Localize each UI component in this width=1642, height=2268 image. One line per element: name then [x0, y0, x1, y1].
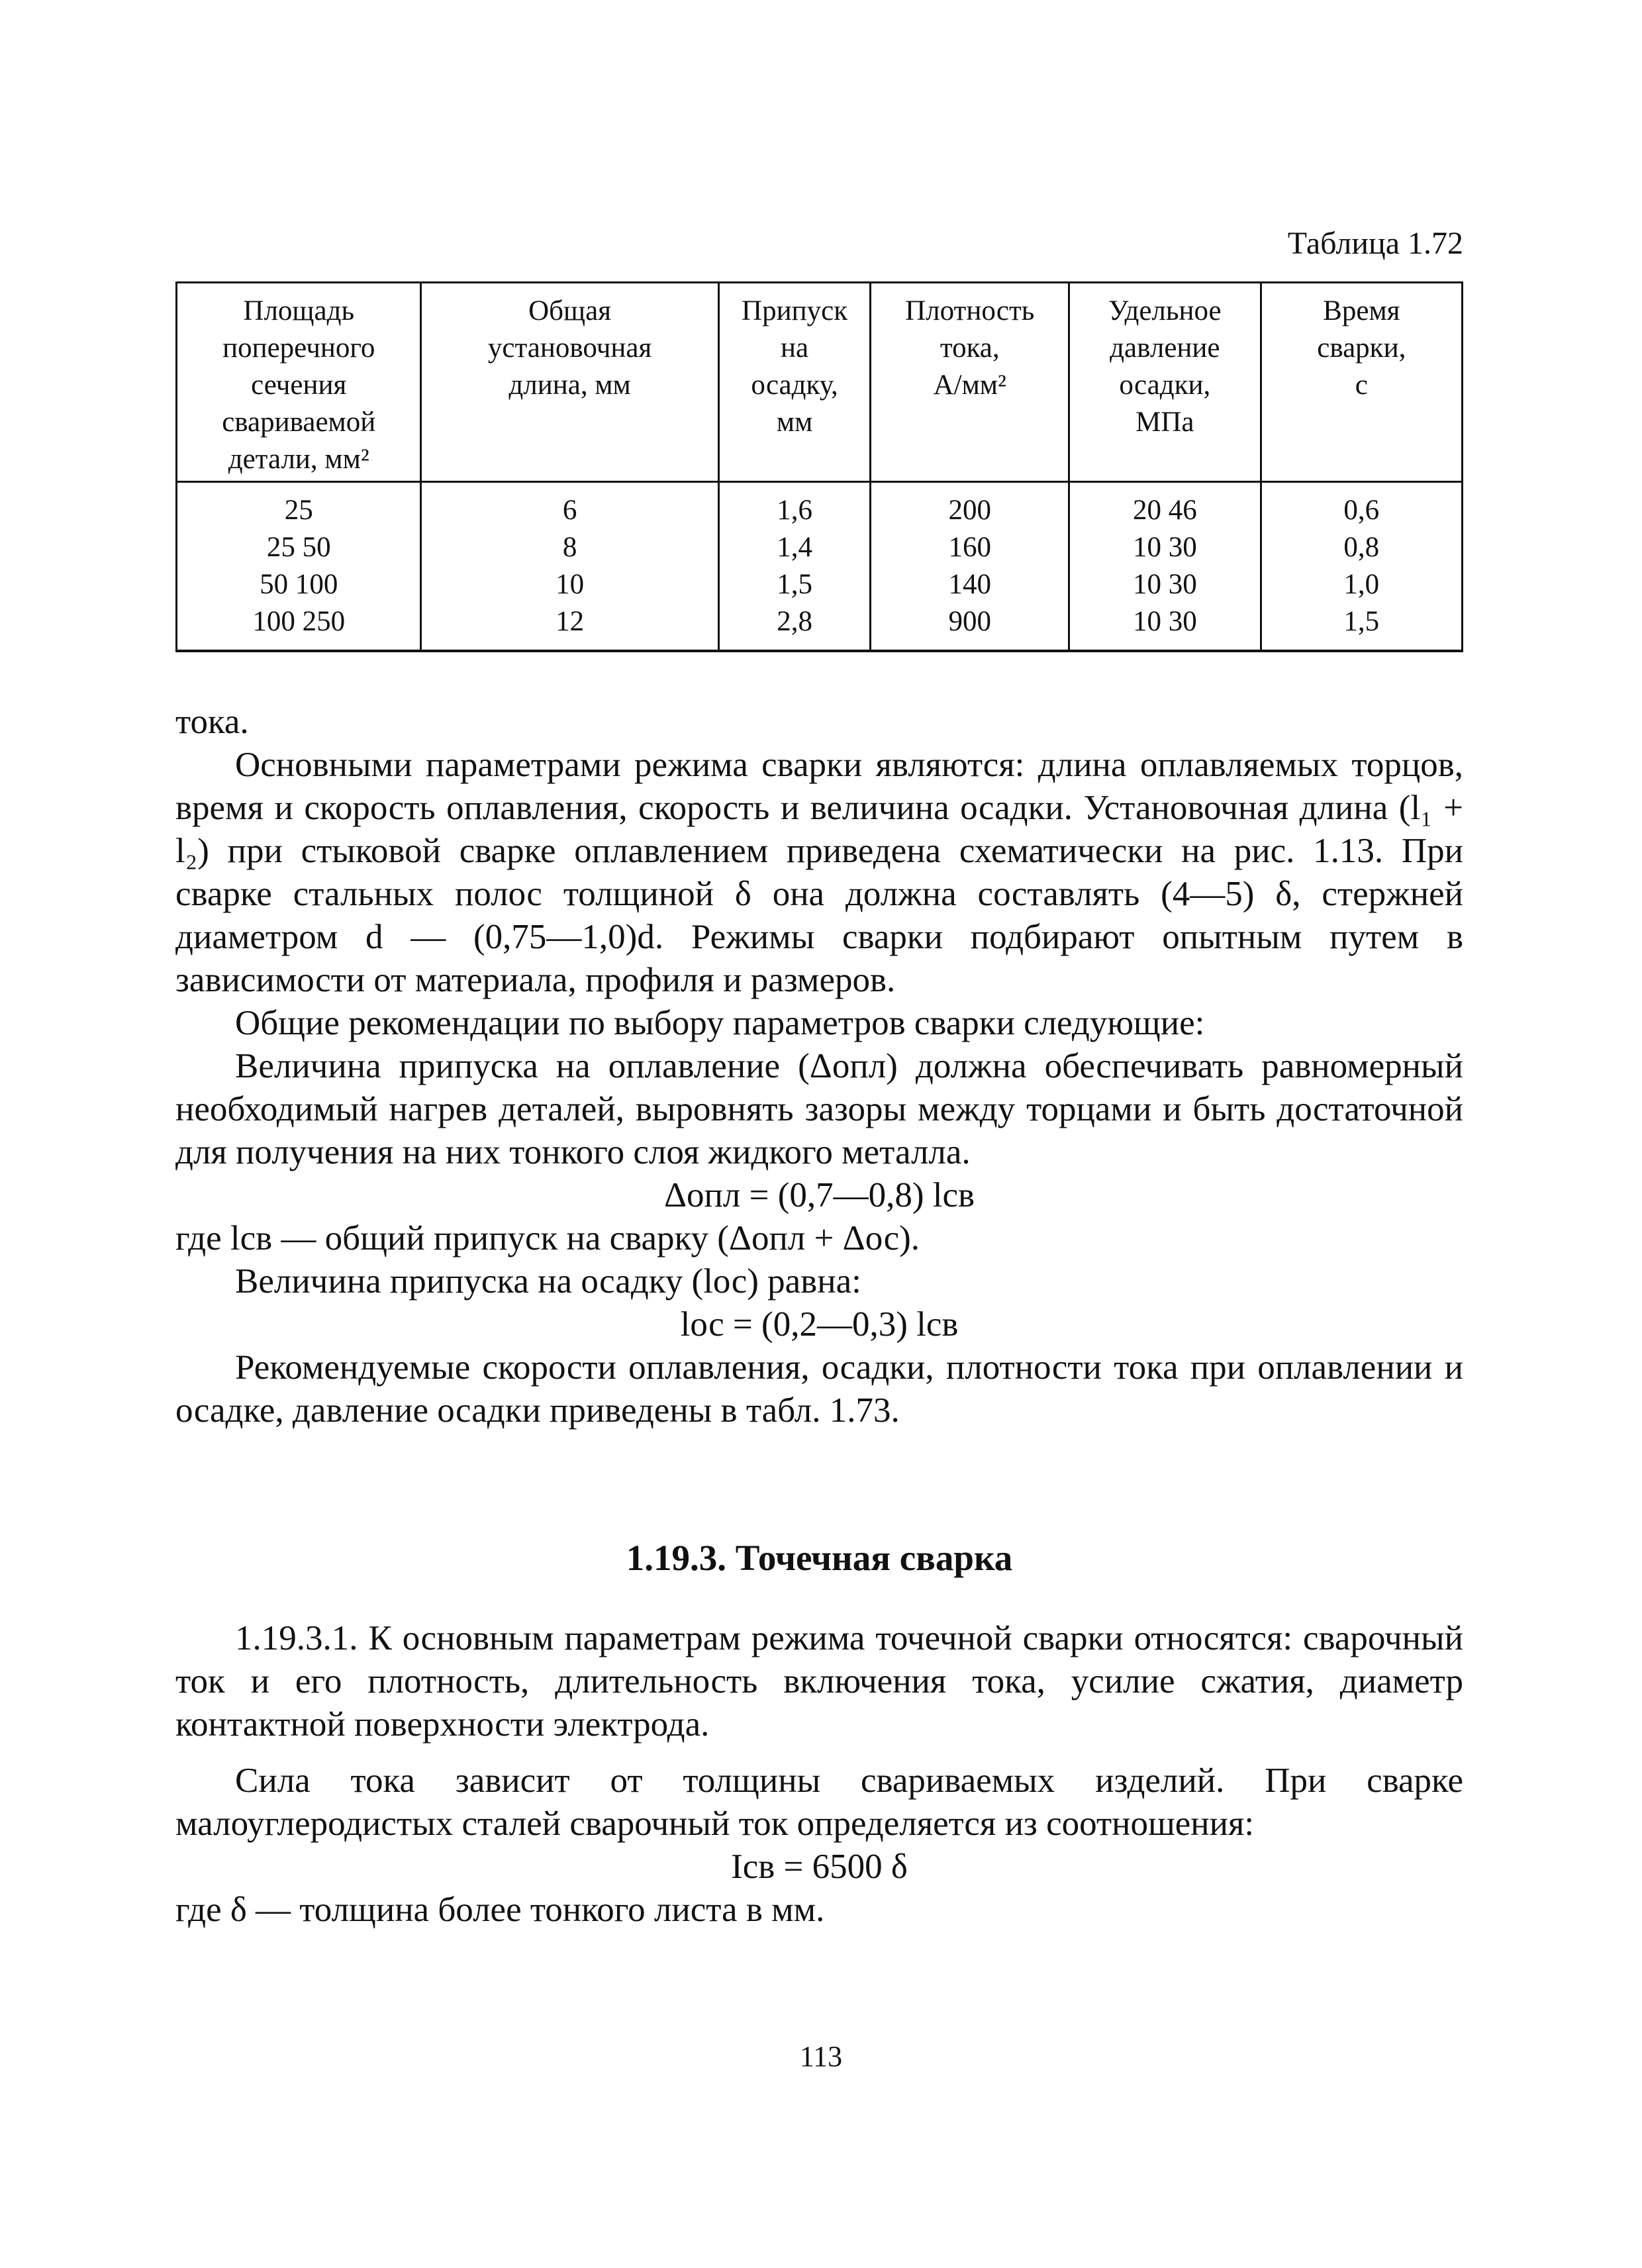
formula-explanation: где lсв — общий припуск на сварку (Δопл + Δос).	[175, 1219, 920, 1257]
header-cross-section: Площадь поперечного сечения свариваемой детали, мм²	[177, 283, 421, 482]
paragraph-recommendations-intro: Общие рекомендации по выбору параметров сварки следующие:	[235, 1004, 1205, 1042]
setup-length-values: 6 8 10 12	[421, 482, 718, 652]
data-table	[175, 281, 1463, 652]
page-number: 113	[799, 2040, 843, 2073]
section-body	[175, 1617, 1463, 1932]
section-heading: 1.19.3. Точечная сварка	[626, 1538, 1013, 1578]
current-density-values: 200 160 140 900	[871, 482, 1069, 652]
body-text	[175, 701, 1463, 1432]
header-setup-length: Общая установочная длина, мм	[421, 283, 718, 482]
upset-allowance-values: 1,6 1,4 1,5 2,8	[718, 482, 871, 652]
header-welding-time: Время сварки, с	[1261, 283, 1462, 482]
header-upset-allowance: Припуск на осадку, мм	[718, 283, 871, 482]
upset-pressure-values: 20 46 10 30 10 30 10 30	[1069, 482, 1261, 652]
table-row	[177, 482, 1463, 652]
formula-upset-allowance: lос = (0,2—0,3) lсв	[680, 1305, 959, 1344]
table-header-row	[177, 283, 1463, 482]
header-current-density: Плотность тока, А/мм²	[871, 283, 1069, 482]
paragraph-flash-allowance: Величина припуска на оплавление (Δопл) должна обеспечивать равномерный необходимый нагрев деталей, выровнять зазоры между торцами и быть достаточной для получения на них тонкого слоя жидкого металла.	[175, 1047, 1463, 1171]
table-caption: Таблица 1.72	[1287, 226, 1463, 261]
paragraph-upset-allowance: Величина припуска на осадку (lос) равна:	[235, 1262, 861, 1301]
paragraph-main-parameters: Основными параметрами режима сварки являются: длина оплавляемых торцов, время и скорость оплавления, скорость и величина осадки. Установочная длина (l₁ + l₂) при стыковой сварке оплавлением приведена схематически на рис. 1.13. При сварке стальных полос толщиной δ она должна составлять (4—5) δ, стержней диаметром d — (0,75—1,0)d. Режимы сварки подбирают опытным путем в зависимости от материала, профиля и размеров.	[175, 746, 1463, 999]
header-upset-pressure: Удельное давление осадки, МПа	[1069, 283, 1261, 482]
welding-time-values: 0,6 0,8 1,0 1,5	[1261, 482, 1462, 652]
formula-flash-allowance: Δопл = (0,7—0,8) lсв	[663, 1176, 975, 1214]
cross-section-values: 25 25 50 50 100 100 250	[177, 482, 421, 652]
formula-welding-current: Iсв = 6500 δ	[731, 1848, 908, 1886]
paragraph-spot-parameters: 1.19.3.1. К основным параметрам режима точечной сварки относятся: сварочный ток и его плотность, длительность включения тока, усилие сжатия, диаметр контактной поверхности электрода.	[175, 1619, 1463, 1744]
formula-current-explanation: где δ — толщина более тонкого листа в мм.	[175, 1891, 825, 1929]
paragraph-current-strength: Сила тока зависит от толщины свариваемых изделий. При сварке малоуглеродистых сталей сварочный ток определяется из соотношения:	[175, 1761, 1463, 1843]
paragraph-continuation: тока.	[175, 703, 249, 741]
paragraph-table-reference: Рекомендуемые скорости оплавления, осадки, плотности тока при оплавлении и осадке, давление осадки приведены в табл. 1.73.	[175, 1348, 1463, 1430]
